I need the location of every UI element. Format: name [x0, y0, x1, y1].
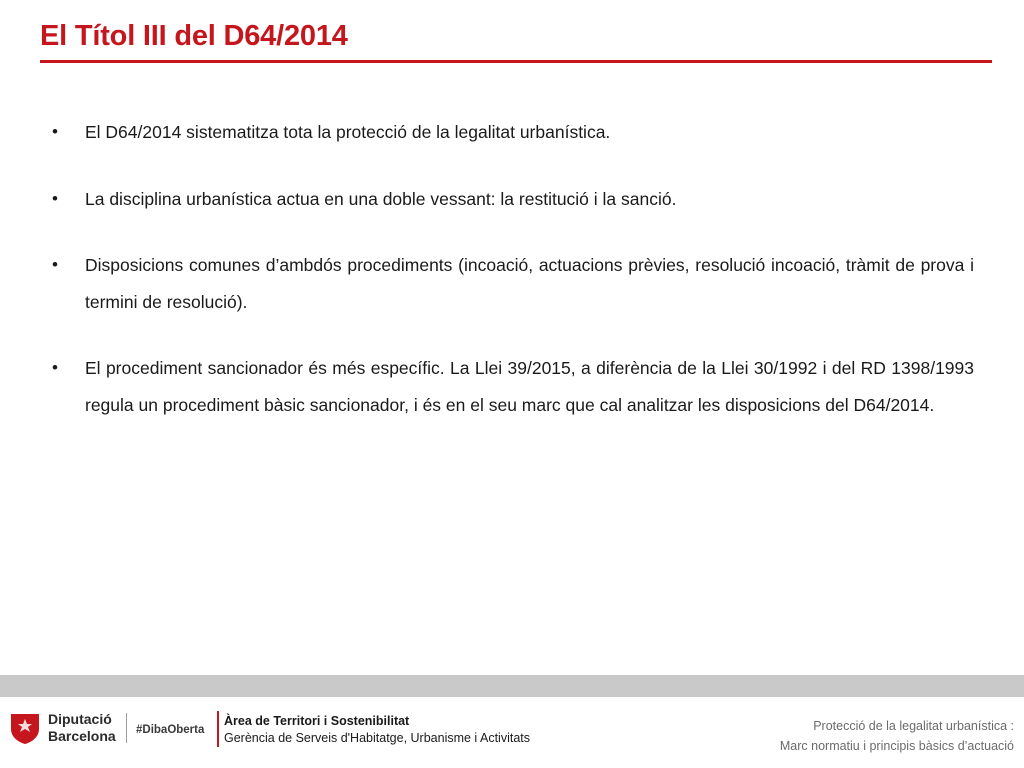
bullet-item: [52, 247, 974, 320]
bullet-item: [52, 350, 974, 423]
bullet-item: [52, 114, 974, 151]
bullet-text: El D64/2014 sistematitza tota la protecció de la legalitat urbanística.: [85, 122, 611, 142]
footer-divider: [126, 713, 127, 743]
bullet-text: Disposicions comunes d’ambdós procediments (incoació, actuacions prèvies, resolució incoació, tràmit de prova i termini de resolució).: [85, 255, 974, 312]
bullet-marker: •: [52, 358, 58, 377]
org-logo-text: [48, 711, 116, 745]
footer: [0, 697, 1024, 768]
bullet-marker: •: [52, 122, 58, 141]
org-name-line1: Diputació: [48, 711, 112, 727]
title-underline: [40, 60, 992, 63]
diputacio-barcelona-shield-icon: [8, 711, 42, 745]
bullet-item: [52, 181, 974, 218]
footer-accent-divider: [217, 711, 219, 747]
org-name-line2: Barcelona: [48, 728, 116, 744]
area-title: Àrea de Territori i Sostenibilitat: [224, 714, 410, 728]
area-subtitle: Gerència de Serveis d'Habitatge, Urbanisme i Activitats: [224, 731, 530, 745]
bullet-marker: •: [52, 188, 58, 208]
area-info: [224, 713, 530, 747]
bullet-text: La disciplina urbanística actua en una doble vessant: la restitució i la sanció.: [85, 188, 677, 209]
bullet-text: El procediment sancionador és més específic. La Llei 39/2015, a diferència de la Llei 30/1992 i del RD 1398/1993 regula un procediment bàsic sancionador, i és en el seu marc que cal analitzar les disposicions del D64/2014.: [85, 358, 974, 415]
bullet-marker: •: [52, 255, 58, 274]
subject-line1: Protecció de la legalitat urbanística :: [813, 719, 1014, 733]
presentation-subject: [780, 716, 1014, 756]
footer-gray-band: [0, 675, 1024, 697]
bullet-list: [52, 114, 974, 453]
hashtag-label: #DibaOberta: [136, 724, 205, 736]
slide-title: El Títol III del D64/2014: [40, 20, 348, 52]
subject-line2: Marc normatiu i principis bàsics d’actuació: [779, 739, 1014, 753]
